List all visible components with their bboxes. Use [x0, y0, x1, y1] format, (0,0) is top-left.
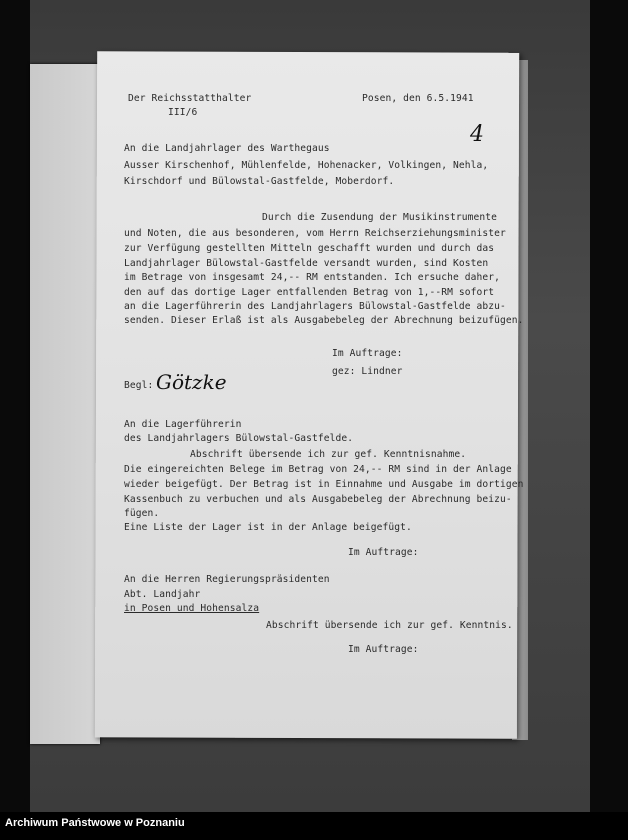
- handwritten-signature: Götzke: [156, 370, 227, 394]
- body-line-5: im Betrage von insgesamt 24,-- RM entstanden. Ich ersuche daher,: [124, 272, 501, 283]
- copy-note: Abschrift übersende ich zur gef. Kenntnis.: [266, 620, 513, 631]
- reference-line: III/6: [168, 107, 198, 118]
- body-line-2: und Noten, die aus besonderen, vom Herrn Reichserziehungsminister: [124, 228, 506, 239]
- handwritten-page-number: 4: [470, 122, 484, 147]
- im-auftrage-2: Im Auftrage:: [348, 547, 419, 558]
- place-date: Posen, den 6.5.1941: [362, 93, 474, 104]
- signed-lindner: gez: Lindner: [332, 366, 403, 377]
- addressee-line-3: Kirschdorf und Bülowstal-Gastfelde, Moberdorf.: [124, 176, 395, 187]
- im-auftrage-3: Im Auftrage:: [348, 644, 419, 655]
- copy-body-line-2: Die eingereichten Belege im Betrag von 24,-- RM sind in der Anlage: [124, 464, 512, 475]
- addressee-line-4: An die Lagerführerin: [124, 419, 242, 430]
- addressee-line-7: Abt. Landjahr: [124, 589, 201, 600]
- copy-body-line-4: Kassenbuch zu verbuchen und als Ausgabebeleg der Abrechnung beizu-: [124, 494, 512, 505]
- addressee-line-1: An die Landjahrlager des Warthegaus: [124, 143, 330, 154]
- im-auftrage-1: Im Auftrage:: [332, 348, 403, 359]
- body-line-4: Landjahrlager Bülowstal-Gastfelde versandt wurden, sind Kosten: [124, 258, 489, 269]
- underlying-page: [30, 64, 100, 744]
- body-line-6: den auf das dortige Lager entfallenden Betrag von 1,--RM sofort: [124, 287, 495, 298]
- addressee-line-5: des Landjahrlagers Bülowstal-Gastfelde.: [124, 433, 354, 444]
- body-line-7: an die Lagerführerin des Landjahrlagers Bülowstal-Gastfelde abzu-: [124, 301, 506, 312]
- copy-body-line-5: fügen.: [124, 508, 160, 519]
- copy-body-line-6: Eine Liste der Lager ist in der Anlage beigefügt.: [124, 522, 412, 533]
- addressee-line-8: in Posen und Hohensalza: [124, 603, 260, 614]
- document-page: [95, 51, 519, 738]
- archive-name: Archiwum Państwowe w Poznaniu: [5, 817, 185, 829]
- sender-line: Der Reichsstatthalter: [128, 93, 252, 104]
- copy-body-line-3: wieder beigefügt. Der Betrag ist in Einnahme und Ausgabe im dortigen: [124, 479, 524, 490]
- addressee-line-2: Ausser Kirschenhof, Mühlenfelde, Hohenacker, Volkingen, Nehla,: [124, 160, 489, 171]
- addressee-line-6: An die Herren Regierungspräsidenten: [124, 574, 330, 585]
- copy-body-line-1: Abschrift übersende ich zur gef. Kenntnisnahme.: [190, 449, 467, 460]
- begl-label: Begl:: [124, 380, 154, 391]
- body-line-8: senden. Dieser Erlaß ist als Ausgabebeleg der Abrechnung beizufügen.: [124, 315, 524, 326]
- body-line-1: Durch die Zusendung der Musikinstrumente: [262, 212, 498, 223]
- body-line-3: zur Verfügung gestellten Mitteln geschafft wurden und durch das: [124, 243, 495, 254]
